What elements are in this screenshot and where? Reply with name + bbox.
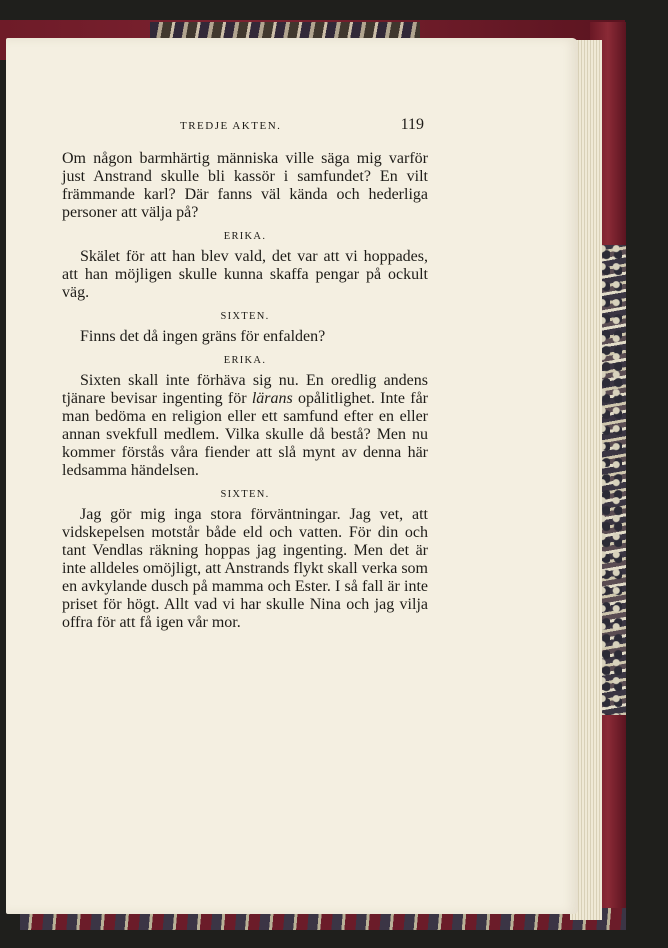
paragraph-2: Skälet för att han blev vald, det var att vi hoppades, att han möjligen skulle kunna skaffa pengar på ockult väg. xyxy=(62,248,428,301)
speaker-erika-2: ERIKA. xyxy=(223,355,267,366)
paragraph-5: Jag gör mig inga stora förväntningar. Jag vet, att vidskepelsen motstår både eld och vatten. För din och tant Vendlas räkning hoppas jag ingenting. Men det är inte alldeles omöjligt, att Anstrands flykt skall verka som en avkylande dusch på mamma och Ester. I så fall är inte priset för högt. Allt vad vi har skulle Nina och jag vilja offra för att få igen vår mor. xyxy=(62,506,428,631)
paragraph-4-emphasis: lärans xyxy=(251,390,293,407)
speaker-sixten-1: SIXTEN. xyxy=(220,311,270,322)
paragraph-4 xyxy=(62,372,428,480)
speaker-erika-1: ERIKA. xyxy=(223,231,267,242)
paragraph-1: Om någon barmhärtig människa ville säga mig varför just Anstrand skulle bli kassör i samfundet? En vilt främmande karl? Där fanns väl kända och hederliga personer att välja på? xyxy=(62,150,428,221)
paragraph-4-part-1: Sixten skall inte förhäva sig nu. En oredlig andens tjänare bevisar ingenting för xyxy=(62,372,428,407)
page-header xyxy=(62,112,428,140)
paragraph-3: Finns det då ingen gräns för enfalden? xyxy=(80,328,326,345)
marbled-edge xyxy=(598,245,626,715)
page-content xyxy=(62,112,428,632)
page-number: 119 xyxy=(400,116,424,133)
running-head: TREDJE AKTEN. xyxy=(180,120,282,132)
paragraph-4-part-2: opålitlighet. Inte får man bedöma en religion eller ett samfund efter en eller annan svekfull medlem. Vilka skulle då bestå? Men nu kommer förstås våra fiender att slå mynt av denna här ledsamma händelsen. xyxy=(62,390,428,479)
speaker-sixten-2: SIXTEN. xyxy=(220,489,270,500)
